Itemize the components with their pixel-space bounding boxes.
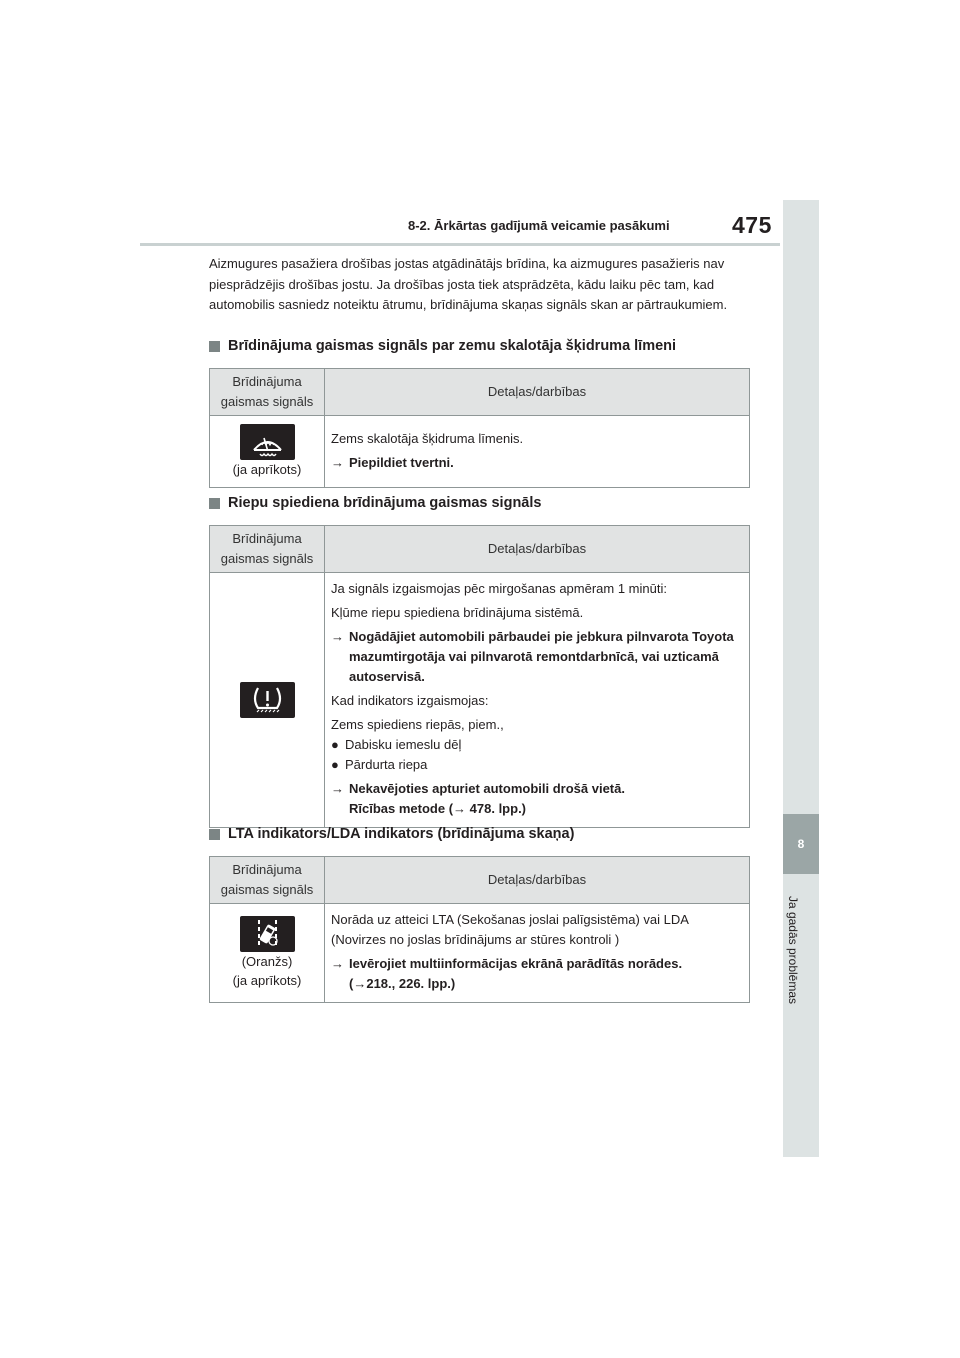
heading-square-marker [209,341,220,352]
chapter-title: Ja gadās problēmas [786,895,800,1005]
action-text: Piepildiet tvertni. [349,454,454,470]
column-header-signal: Brīdinājuma gaismas signāls [210,369,325,416]
arrow-icon: → [331,454,344,470]
action-line [331,453,743,473]
signal-caption: (ja aprīkots) [232,973,302,988]
column-header-details: Detaļas/darbības [325,526,750,573]
chapter-number: 8 [783,814,819,874]
bullet-dot-icon: ● [331,757,339,772]
detail-text: Zems spiediens riepās, piem., [331,717,504,732]
detail-text: Zems skalotāja šķidruma līmenis. [331,430,524,446]
arrow-icon: → [331,781,344,796]
bullet-item: ● Dabisku iemeslu dēļ [331,735,743,755]
lane-assist-icon [240,916,295,952]
column-header-signal: Brīdinājuma gaismas signāls [210,857,325,904]
intro-paragraph: Aizmugures pasažiera drošības jostas atgādinātājs brīdina, ka aizmugures pasažieris nav piesprādzējis drošības jostu. Ja drošības josta tiek atsprādzēta, kādu laiku pēc tam, kad automobilis sasniedz noteiktu ātrumu, brīdinājuma skaņas signāls skan ar pārtraukumiem. [209,256,728,312]
heading-square-marker [209,829,220,840]
detail-text: Kļūme riepu spiediena brīdinājuma sistēmā. [331,605,584,620]
detail-text: Norāda uz atteici LTA (Sekošanas joslai palīgsistēma) vai LDA (Novirzes no joslas brīdinājums ar stūres kontroli ) [331,912,689,947]
column-header-details: Detaļas/darbības [325,369,750,416]
signal-caption: (ja aprīkots) [232,462,302,477]
action-text: Nogādājiet automobili pārbaudei pie jebkura pilnvarota Toyota mazumtirgotāja vai pilnvarotā remontdarbnīcā, vai uzticamā autoservisā. [349,629,734,684]
arrow-icon: → [453,801,467,816]
action-line [331,954,743,994]
action-line [331,627,743,687]
action-text: Nekavējoties apturiet automobili drošā vietā. Rīcības metode (→ 478. lpp.) [349,781,625,816]
section-heading-tire-pressure [209,495,541,511]
signal-caption: (Oranžs) [241,954,293,969]
heading-text: LTA indikators/LDA indikators (brīdinājuma skaņa) [228,826,575,842]
action-text: Ievērojiet multiinformācijas ekrānā parādītās norādes. (→218., 226. lpp.) [349,956,683,991]
column-header-details: Detaļas/darbības [325,857,750,904]
arrow-icon: → [353,976,367,991]
section-heading-lta [209,826,574,842]
section-title: 8-2. Ārkārtas gadījumā veicamie pasākumi [408,218,670,233]
header-divider [140,243,780,246]
signal-cell [210,416,325,488]
washer-fluid-icon [240,424,295,460]
details-cell [325,904,750,1003]
signal-cell [210,904,325,1003]
bullet-item: ● Pārdurta riepa [331,755,743,775]
detail-text: Ja signāls izgaismojas pēc mirgošanas apmēram 1 minūti: [331,581,667,596]
signal-cell [210,573,325,828]
details-cell [325,573,750,828]
details-cell [325,416,750,488]
heading-text: Brīdinājuma gaismas signāls par zemu skalotāja šķidruma līmeni [228,338,677,354]
arrow-icon: → [331,629,344,644]
arrow-icon: → [331,956,344,971]
heading-text: Riepu spiediena brīdinājuma gaismas signāls [228,495,542,511]
tire-pressure-table [209,525,750,828]
action-line [331,779,743,819]
bullet-dot-icon: ● [331,737,339,752]
tire-pressure-icon [240,682,295,718]
washer-fluid-table [209,368,750,488]
lta-table [209,856,750,1003]
detail-text: Kad indikators izgaismojas: [331,693,489,708]
heading-square-marker [209,498,220,509]
column-header-signal: Brīdinājuma gaismas signāls [210,526,325,573]
section-heading-washer [209,338,676,354]
page-number: 475 [732,212,772,238]
